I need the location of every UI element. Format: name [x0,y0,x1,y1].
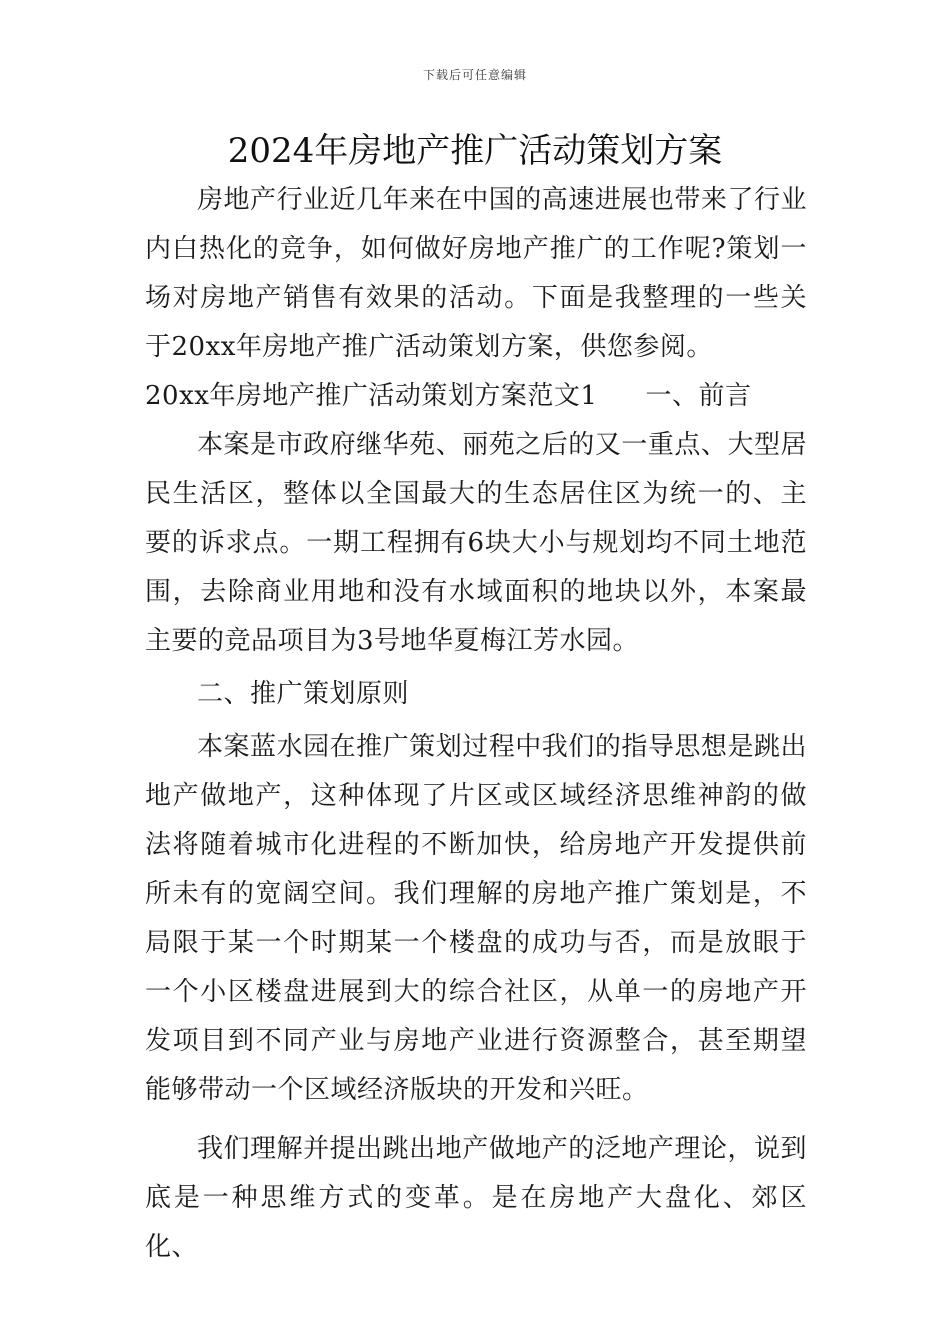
document-body [145,176,807,1272]
theory-paragraph: 我们理解并提出跳出地产做地产的泛地产理论，说到底是一种思维方式的变革。是在房地产大盘化、郊区化、 [145,1134,807,1262]
principles-paragraph: 本案蓝水园在推广策划过程中我们的指导思想是跳出地产做地产，这种体现了片区或区域经济思维神韵的做法将随着城市化进程的不断加快，给房地产开发提供前所未有的宽阔空间。我们理解的房地产推广策划是，不局限于某一个时期某一个楼盘的成功与否，而是放眼于一个小区楼盘进展到大的综合社区，从单一的房地产开发项目到不同产业与房地产业进行资源整合，甚至期望能够带动一个区域经济版块的开发和兴旺。 [145,732,807,1105]
document-title: 2024年房地产推广活动策划方案 [227,131,723,171]
intro-paragraph: 房地产行业近几年来在中国的高速进展也带来了行业内白热化的竞争，如何做好房地产推广的工作呢?策划一场对房地产销售有效果的活动。下面是我整理的一些关于20xx年房地产推广活动策划方案，供您参阅。 [145,185,807,362]
section-heading-principles: 二、推广策划原则 [197,679,410,709]
sample-title: 20xx年房地产推广活动策划方案范文1 [145,381,598,411]
header-note: 下载后可任意编辑 [422,68,527,82]
section-heading-line [145,372,807,421]
section-heading-preface: 一、前言 [645,381,752,411]
preface-paragraph: 本案是市政府继华苑、丽苑之后的又一重点、大型居民生活区，整体以全国最大的生态居住区为统一的、主要的诉求点。一期工程拥有6块大小与规划均不同土地范围，去除商业用地和没有水域面积的地块以外，本案最主要的竞品项目为3号地华夏梅江芳水园。 [145,430,807,656]
